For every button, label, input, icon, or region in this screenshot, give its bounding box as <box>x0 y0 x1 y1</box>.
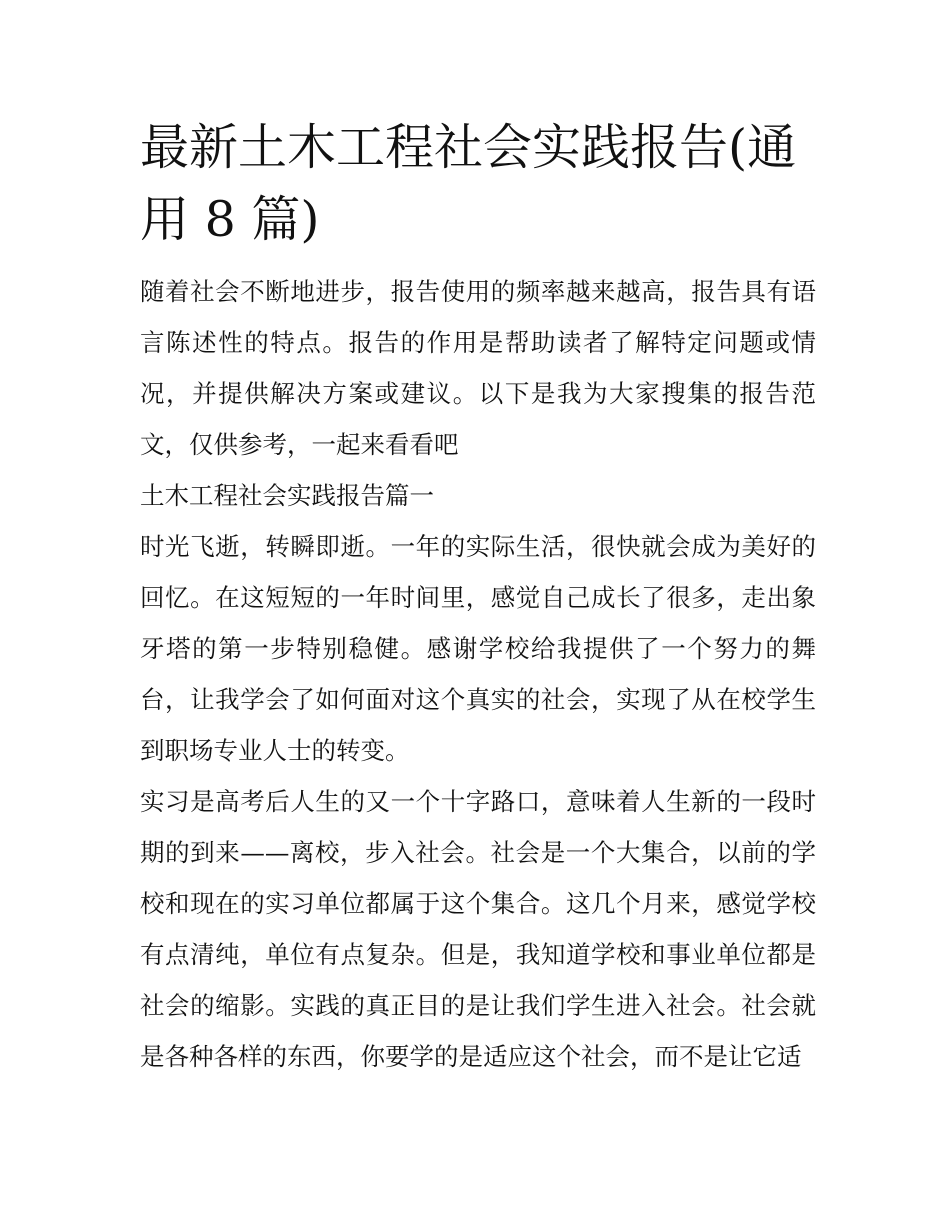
document-title: 最新土木工程社会实践报告(通用 8 篇) <box>140 119 797 248</box>
body-paragraph: 时光飞逝，转瞬即逝。一年的实际生活，很快就会成为美好的回忆。在这短短的一年时间里，感觉自己成长了很多，走出象牙塔的第一步特别稳健。感谢学校给我提供了一个努力的舞台，让我学会了如何面对这个真实的社会，实现了从在校学生到职场专业人士的转变。 <box>140 532 816 765</box>
document-body <box>140 112 816 1082</box>
section-heading: 土木工程社会实践报告篇一 <box>140 481 434 510</box>
body-paragraph: 实习是高考后人生的又一个十字路口，意味着人生新的一段时期的到来——离校，步入社会。社会是一个大集合，以前的学校和现在的实习单位都属于这个集合。这几个月来，感觉学校有点清纯，单位有点复杂。但是，我知道学校和事业单位都是社会的缩影。实践的真正目的是让我们学生进入社会。社会就是各种各样的东西，你要学的是适应这个社会，而不是让它适 <box>140 787 816 1071</box>
intro-paragraph: 随着社会不断地进步，报告使用的频率越来越高，报告具有语言陈述性的特点。报告的作用是帮助读者了解特定问题或情况，并提供解决方案或建议。以下是我为大家搜集的报告范文，仅供参考，一起来看看吧 <box>140 277 816 459</box>
